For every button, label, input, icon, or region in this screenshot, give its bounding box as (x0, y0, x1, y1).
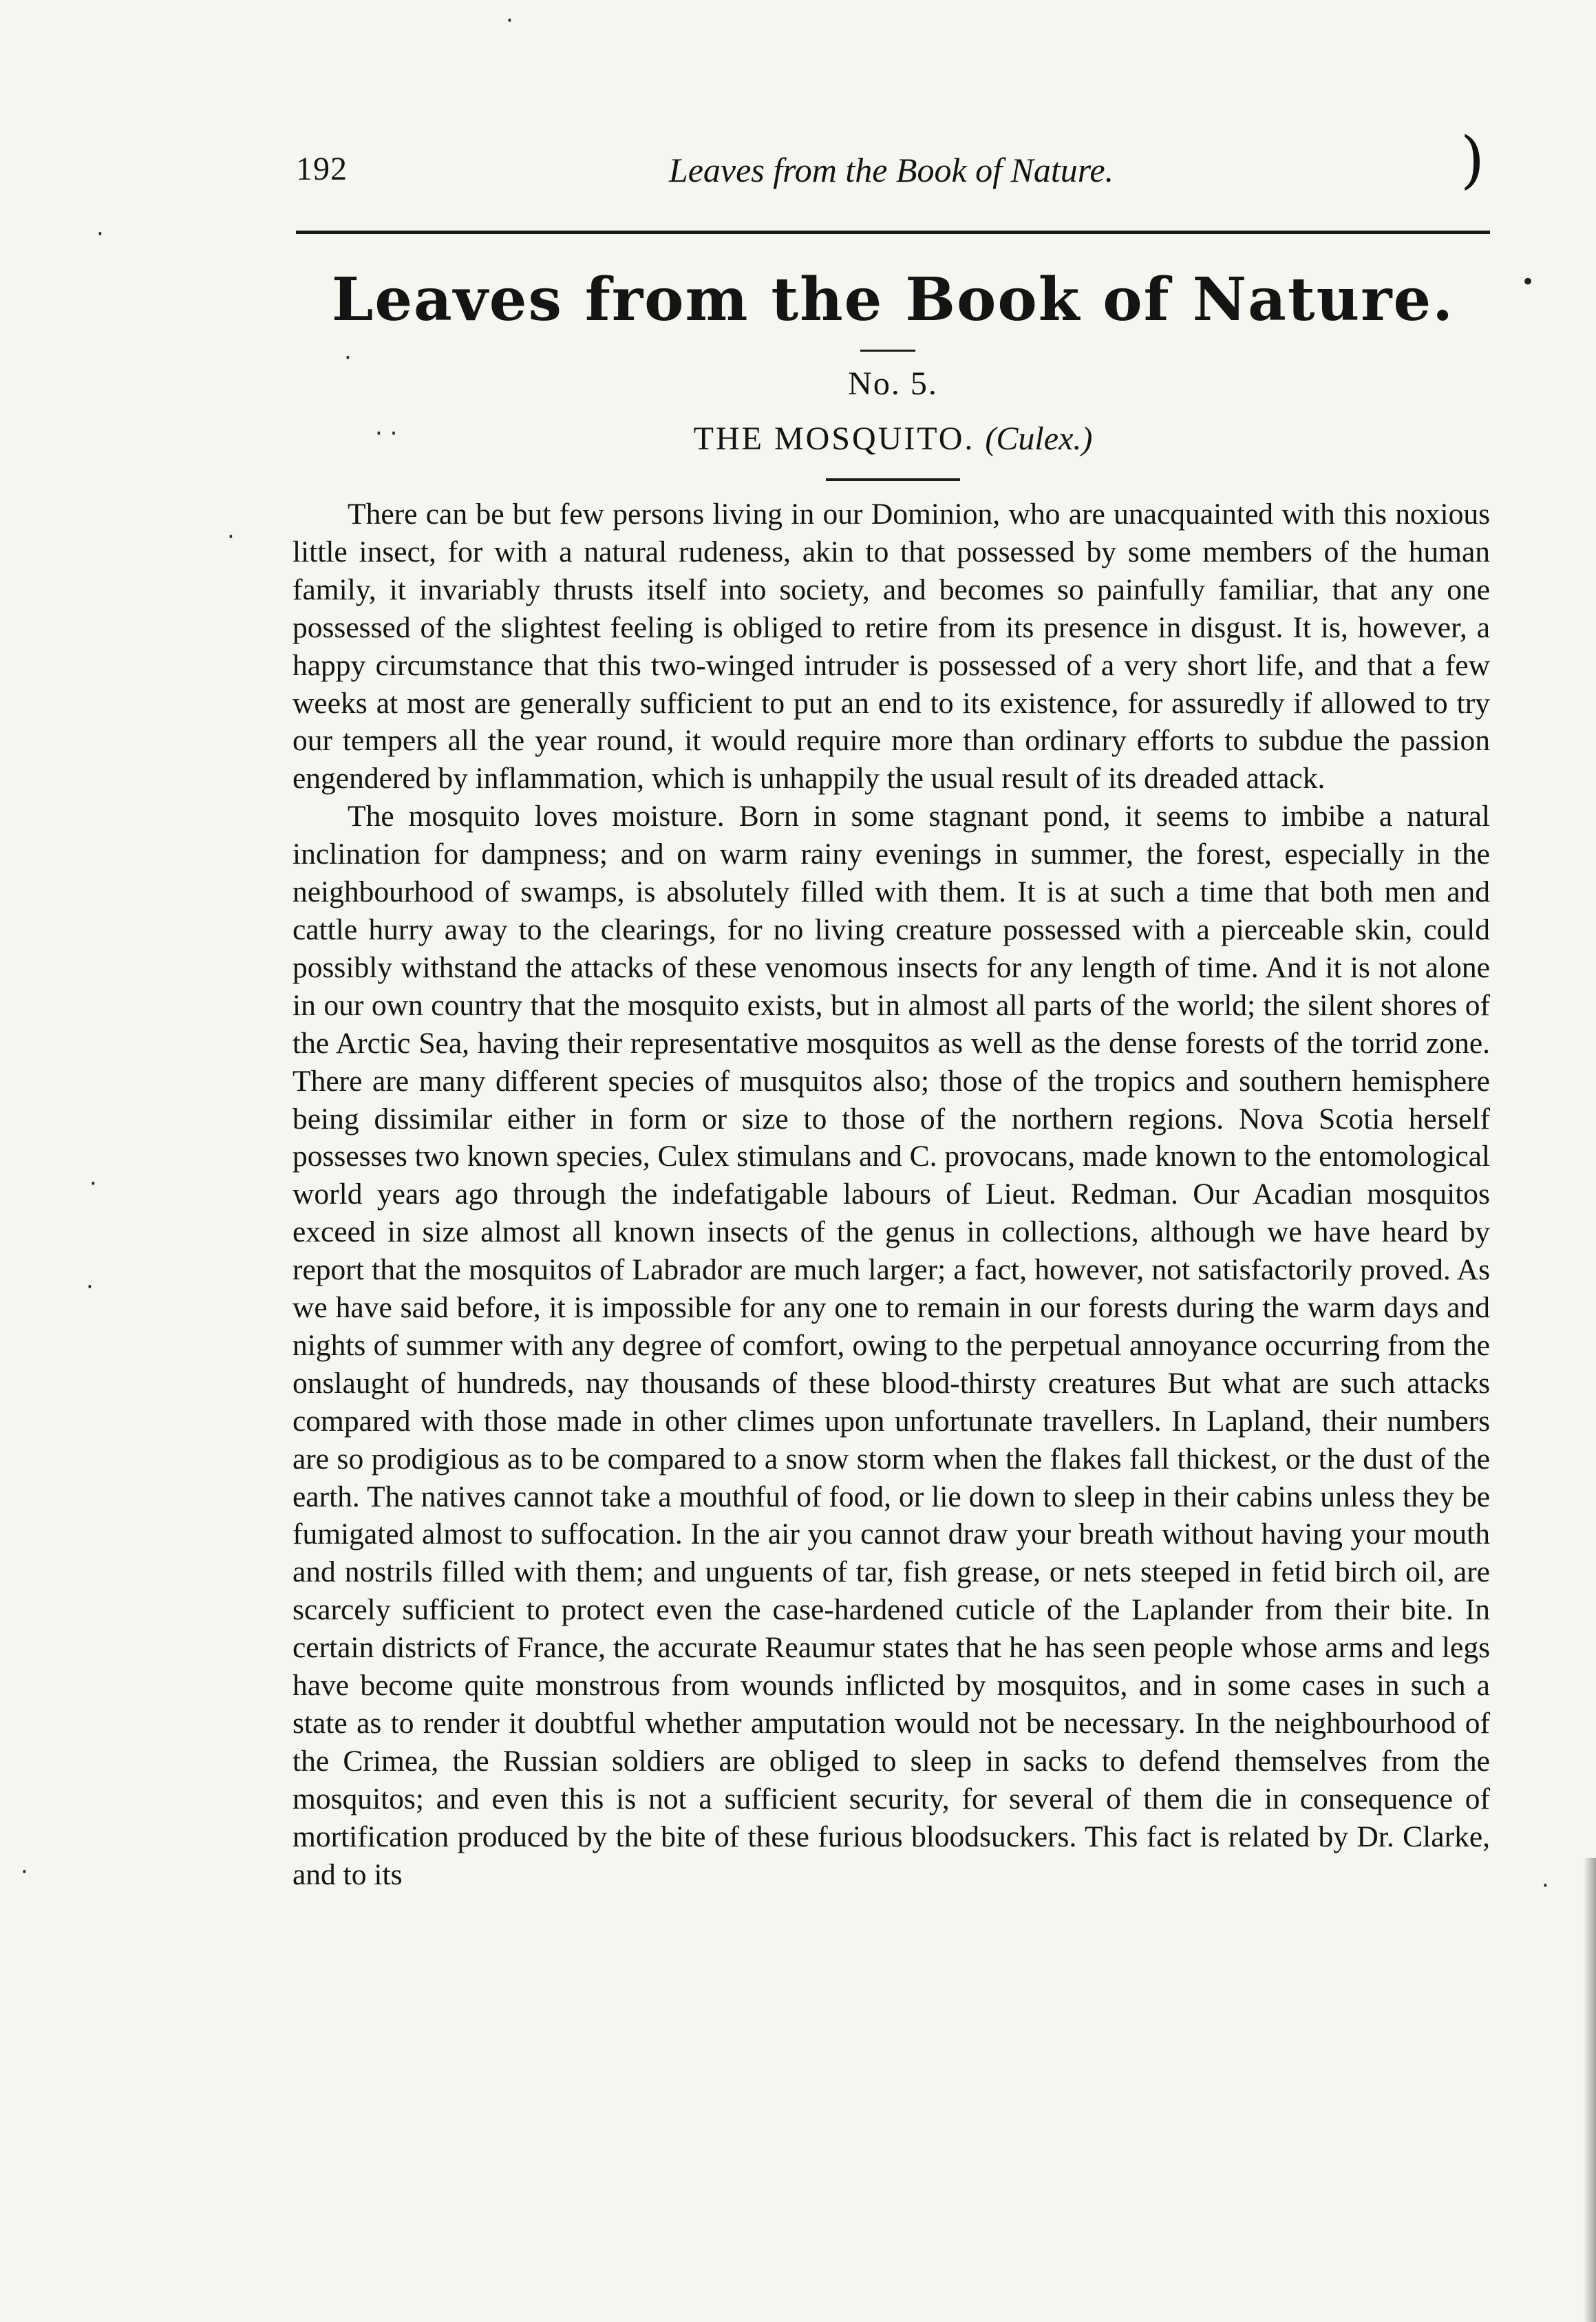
scan-speck-mark: · · (375, 420, 398, 447)
scan-speck-mark: · (227, 523, 235, 551)
scan-speck-mark: · (89, 1170, 97, 1197)
subtitle-latin: (Culex.) (985, 420, 1093, 457)
subtitle-main: THE MOSQUITO. (693, 420, 975, 457)
page-number: 192 (296, 151, 348, 187)
margin-bracket-mark: ) (1460, 124, 1485, 196)
scan-speck-mark: · (506, 7, 513, 34)
running-head (296, 150, 1487, 205)
title-dash (860, 350, 915, 352)
header-rule (296, 231, 1490, 234)
subtitle-rule (826, 478, 960, 481)
paragraph-1: There can be but few persons living in our Dominion, who are unacquainted with this noxious little insect, for with a natural rudeness, akin to that possessed by some members of the human family, it invariably thrusts itself into society, and becomes so painfully familiar, that any one possessed of the slightest feeling is obliged to retire from its presence in disgust. It is, however, a happy circumstance that this two-winged intruder is possessed of a very short life, and that a few weeks at most are generally sufficient to put an end to its existence, for assuredly if allowed to try our tempers all the year round, it would require more than ordinary efforts to subdue the passion engendered by inflammation, which is unhappily the usual result of its dreaded attack. (292, 498, 1490, 796)
page-edge-shadow (1584, 1858, 1596, 2322)
scan-speck-mark: • (1521, 268, 1535, 296)
article-subtitle (296, 420, 1490, 458)
article-number: No. 5. (848, 365, 938, 402)
running-title: Leaves from the Book of Nature. (668, 151, 1114, 189)
article-body (292, 496, 1490, 1894)
scan-speck-mark: · (96, 220, 104, 248)
scan-speck-mark: · (344, 344, 352, 372)
paragraph-2: The mosquito loves moisture. Born in some stagnant pond, it seems to imbibe a natural inclination for dampness; and on warm rainy evenings in summer, the forest, especially in the neighbourhood of swamps, is absolutely filled with them. It is at such a time that both men and cattle hurry away to the clearings, for no living creature possessed with a pierceable skin, could possibly withstand the attacks of these venomous insects for any length of time. And it is not alone in our own country that the mosquito exists, but in almost all parts of the world; the silent shores of the Arctic Sea, having their representative mosquitos as well as the dense forests of the torrid zone. There are many different species of musquitos also; those of the tropics and southern hemisphere being dissimilar either in form or size to those of the northern regions. Nova Scotia herself possesses two known species, Culex stimulans and C. provocans, made known to the entomological world years ago through the indefatigable labours of Lieut. Redman. Our Acadian mosquitos exceed in size almost all known insects of the genus in collections, although we have heard by report that the mosquitos of Labrador are much larger; a fact, however, not satisfactorily proved. As we have said before, it is impossible for any one to remain in our forests during the warm days and nights of summer with any degree of comfort, owing to the perpetual annoyance occurring from the onslaught of hundreds, nay thousands of these blood-thirsty creatures But what are such attacks compared with those made in other climes upon unfortunate travellers. In Lapland, their numbers are so prodigious as to be compared to a snow storm when the flakes fall thickest, or the dust of the earth. The natives cannot take a mouthful of food, or lie down to sleep in their cabins unless they be fumigated almost to suffocation. In the air you cannot draw your breath without having your mouth and nostrils filled with them; and unguents of tar, fish grease, or nets steeped in fetid birch oil, are scarcely sufficient to protect even the case-hardened cuticle of the Laplander from their bite. In certain districts of France, the accurate Reaumur states that he has seen people whose arms and legs have become quite monstrous from wounds inflicted by mosquitos, and in some cases in such a state as to render it doubtful whether amputation would not be necessary. In the neighbourhood of the Crimea, the Russian soldiers are obliged to sleep in sacks to defend themselves from the mosquitos; and even this is not a sufficient security, for several of them die in consequence of mortification produced by the bite of these furious bloodsuckers. This fact is related by Dr. Clarke, and to its (292, 800, 1490, 1891)
article-title: Leaves from the Book of Nature. (331, 265, 1455, 334)
scan-speck-mark: · (1542, 1872, 1549, 1899)
scan-speck-mark: · (86, 1273, 94, 1301)
scan-speck-mark: · (21, 1858, 28, 1886)
